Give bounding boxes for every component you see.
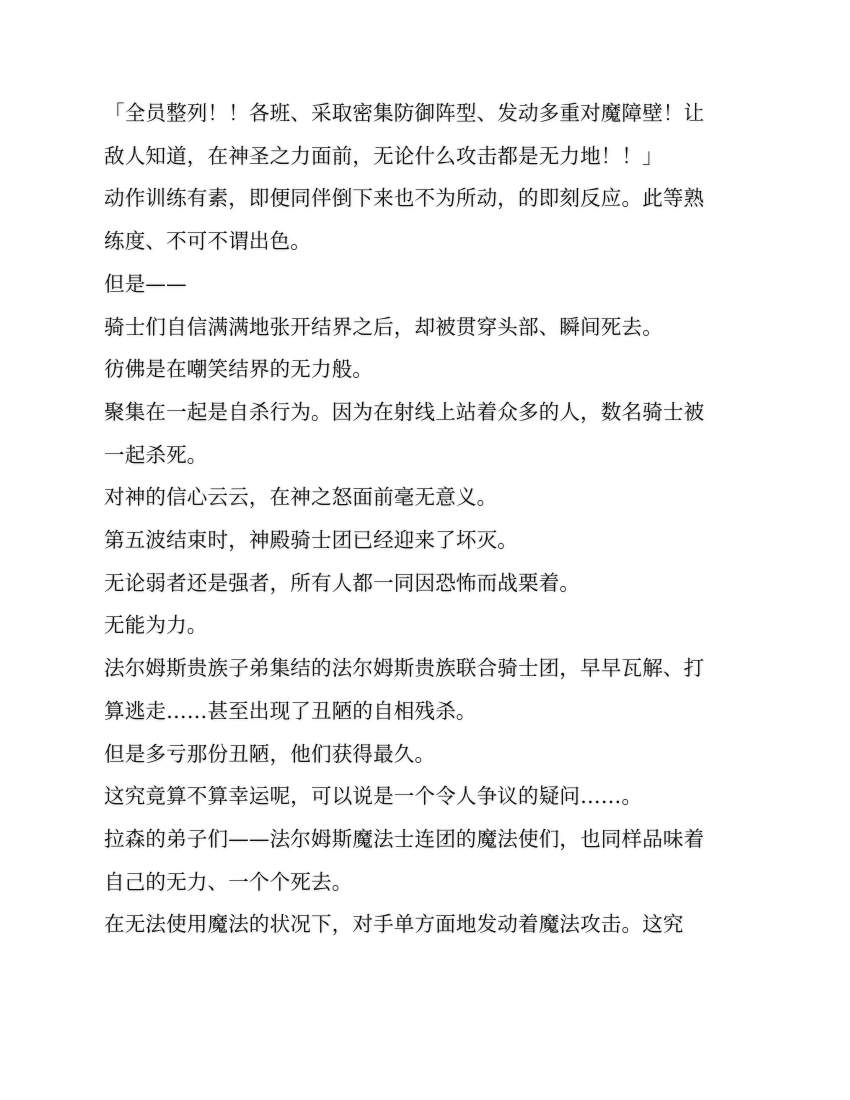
paragraph-6: 聚集在一起是自杀行为。因为在射线上站着众多的人，数名骑士被 一起杀死。 xyxy=(104,399,705,467)
paragraph-9: 无论弱者还是强者，所有人都一同因恐怖而战栗着。 xyxy=(104,570,581,595)
paragraph-15: 在无法使用魔法的状况下，对手单方面地发动着魔法攻击。这究 xyxy=(104,912,684,937)
paragraph-8: 第五波结束时，神殿骑士团已经迎来了坏灭。 xyxy=(104,528,518,553)
body-text xyxy=(104,92,716,946)
paragraph-10: 无能为力。 xyxy=(104,613,208,638)
paragraph-12: 但是多亏那份丑陋，他们获得最久。 xyxy=(104,741,436,766)
paragraph-4: 骑士们自信满满地张开结界之后，却被贯穿头部、瞬间死去。 xyxy=(104,314,663,339)
paragraph-14: 拉森的弟子们——法尔姆斯魔法士连团的魔法使们，也同样品味着 自己的无力、一个个死去。 xyxy=(104,826,705,894)
paragraph-1: 「全员整列！！各班、采取密集防御阵型、发动多重对魔障壁！让 敌人知道，在神圣之力面前，无论什么攻击都是无力地！！」 xyxy=(104,101,705,168)
paragraph-2: 动作训练有素，即便同伴倒下来也不为所动，的即刻反应。此等熟 练度、不可不谓出色。 xyxy=(104,186,705,254)
paragraph-3: 但是—— xyxy=(104,271,187,296)
paragraph-7: 对神的信心云云，在神之怒面前毫无意义。 xyxy=(104,485,498,510)
paragraph-11: 法尔姆斯贵族子弟集结的法尔姆斯贵族联合骑士团，早早瓦解、打 算逃走……甚至出现了丑陋的自相残杀。 xyxy=(104,656,705,723)
paragraph-5: 彷佛是在嘲笑结界的无力般。 xyxy=(104,357,374,382)
paragraph-13: 这究竟算不算幸运呢，可以说是一个令人争议的疑问……。 xyxy=(104,784,643,809)
